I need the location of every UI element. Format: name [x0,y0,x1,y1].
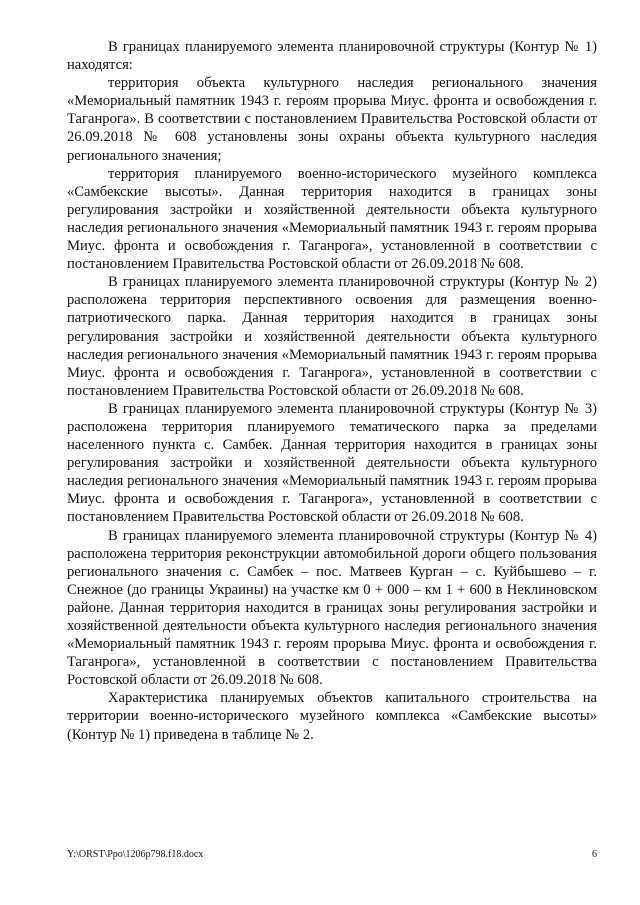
document-body [67,38,597,744]
page-number: 6 [592,849,597,860]
paragraph-contour-4: В границах планируемого элемента планировочной структуры (Контур № 4) расположена территория реконструкции автомобильной дороги общего пользования регионального значения с. Самбек – пос. Матвеев Курган – с. Куйбышево – г. Снежное (до границы Украины) на участке км 0 + 000 – км 1 + 600 в Неклиновском районе. Данная территория находится в границах зоны регулирования застройки и хозяйственной деятельности объекта культурного наследия регионального значения «Мемориальный памятник 1943 г. героям прорыва Миус. фронта и освобождения г. Таганрога», установленной в соответствии с постановлением Правительства Ростовской области от 26.09.2018 № 608. [67,527,597,689]
paragraph-characteristics: Характеристика планируемых объектов капитального строительства на территории военно-исторического музейного комплекса «Самбекские высоты» (Контур № 1) приведена в таблице № 2. [67,690,597,743]
paragraph-memorial-territory: территория объекта культурного наследия регионального значения «Мемориальный памятник 1943 г. героям прорыва Миус. фронта и освобождения г. Таганрога». В соответствии с постановлением Правительства Ростовской области от 26.09.2018 № 608 установлены зоны охраны объекта культурного наследия регионального значения; [67,75,597,164]
paragraph-museum-complex: территория планируемого военно-исторического музейного комплекса «Самбекские высоты». Данная территория находится в границах зоны регулирования застройки и хозяйственной деятельности объекта культурного наследия регионального значения «Мемориальный памятник 1943 г. героям прорыва Миус. фронта и освобождения г. Таганрога», установленной в соответствии с постановлением Правительства Ростовской области от 26.09.2018 № 608. [67,165,597,273]
file-path: Y:\ORST\Ppo\1206p798.f18.docx [67,849,204,860]
paragraph-contour-1-intro: В границах планируемого элемента планировочной структуры (Контур № 1) находятся: [67,39,597,74]
paragraph-contour-2: В границах планируемого элемента планировочной структуры (Контур № 2) расположена территория перспективного освоения для размещения военно-патриотического парка. Данная территория находится в границах зоны регулирования застройки и хозяйственной деятельности объекта культурного наследия регионального значения «Мемориальный памятник 1943 г. героям прорыва Миус. фронта и освобождения г. Таганрога», установленной в соответствии с постановлением Правительства Ростовской области от 26.09.2018 № 608. [67,274,597,399]
paragraph-contour-3: В границах планируемого элемента планировочной структуры (Контур № 3) расположена территория планируемого тематического парка за пределами населенного пункта с. Самбек. Данная территория находится в границах зоны регулирования застройки и хозяйственной деятельности объекта культурного наследия регионального значения «Мемориальный памятник 1943 г. героям прорыва Миус. фронта и освобождения г. Таганрога», установленной в соответствии с постановлением Правительства Ростовской области от 26.09.2018 № 608. [67,400,597,526]
